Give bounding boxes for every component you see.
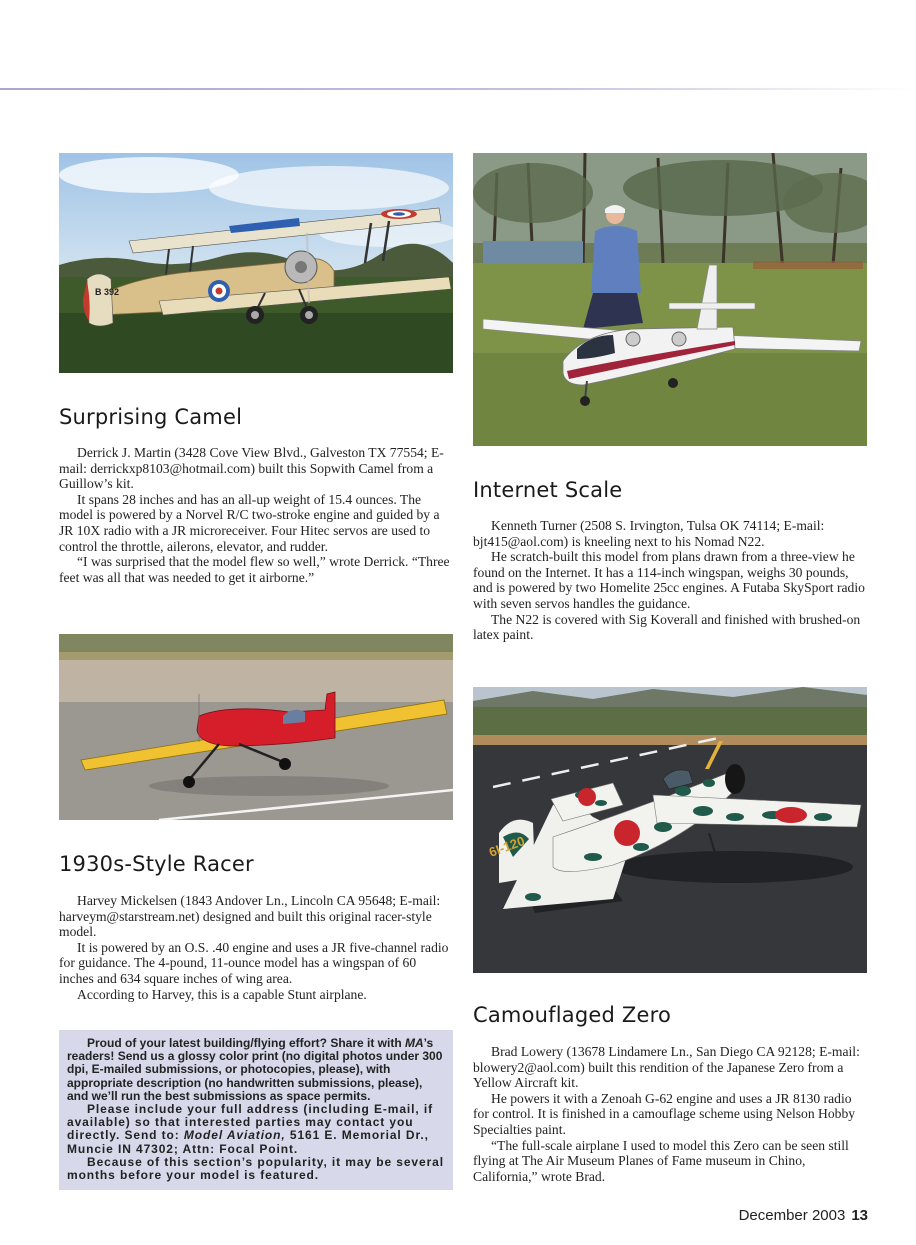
zero-paragraph-2: He powers it with a Zenoah G-62 engine and uses a JR 8130 radio for control. It is finished in a camouflage scheme using Nelson Hobby Specialties paint.	[473, 1090, 856, 1137]
internet-paragraph-1: Kenneth Turner (2508 S. Irvington, Tulsa OK 74114; E-mail: bjt415@aol.com) is kneeling next to his Nomad N22.	[473, 518, 825, 549]
racer-paragraph-2: It is powered by an O.S. .40 engine and uses a JR five-channel radio for guidance. The 4-pound, 11-ounce model has a wingspan of 60 inches and 634 square inches of wing area.	[59, 939, 449, 986]
racer-headline: 1930s-Style Racer	[59, 852, 254, 876]
zero-tail-code: 6I-120	[486, 833, 527, 860]
magazine-name: Model Aviation,	[183, 1128, 286, 1143]
page-number: 13	[851, 1207, 868, 1224]
internet-body	[473, 518, 867, 643]
racer-photo	[59, 634, 453, 820]
submission-paragraph-2: Please include your full address (including E-mail, if available) so that interested parties may contact you directly. Send to: Model Aviation, 5161 E. Memorial Dr., Muncie IN 47302; Attn: Focal Point.	[67, 1102, 433, 1156]
racer-body	[59, 893, 453, 1002]
page-footer	[739, 1207, 868, 1224]
zero-photo	[473, 687, 867, 973]
camel-paragraph-3: “I was surprised that the model flew so well,” wrote Derrick. “Three feet was all that was needed to get it airborne.”	[59, 554, 450, 585]
zero-headline: Camouflaged Zero	[473, 1003, 672, 1027]
internet-paragraph-3: The N22 is covered with Sig Koverall and finished with brushed-on latex paint.	[473, 611, 861, 643]
magazine-abbrev: MA	[405, 1036, 424, 1050]
submission-paragraph-1: Proud of your latest building/flying effort? Share it with MA’s readers! Send us a glossy color print (no digital photos under 300 dpi, E-mailed submissions, or photocopies, please), with appropriate description (no handwritten submissions, please), and we’ll run the best submissions as space permits.	[67, 1036, 443, 1103]
zero-paragraph-1: Brad Lowery (13678 Lindamere Ln., San Diego CA 92128; E-mail: blowery2@aol.com) built this rendition of the Japanese Zero from a Yellow Aircraft kit.	[473, 1044, 860, 1091]
internet-paragraph-2: He scratch-built this model from plans drawn from a three-view he found on the Internet. It has a 114-inch wingspan, weighs 30 pounds, and is powered by two Homelite 25cc engines. A Futaba SkySport radio with seven servos handles the guidance.	[473, 549, 865, 611]
submission-box	[59, 1030, 453, 1190]
camel-paragraph-2: It spans 28 inches and has an all-up weight of 15.4 ounces. The model is powered by a Norvel R/C two-stroke engine and guided by a JR 10X radio with a JR microreceiver. Four Hitec servos are used to control the throttle, ailerons, elevator, and rudder.	[59, 491, 440, 554]
camel-paragraph-1: Derrick J. Martin (3428 Cove View Blvd., Galveston TX 77554; E-mail: derrickxp8103@hotmail.com) built this Sopwith Camel from a Guillow’s kit.	[59, 445, 444, 492]
nomad-photo	[473, 153, 867, 446]
header-rule	[0, 88, 916, 90]
internet-headline: Internet Scale	[473, 478, 623, 502]
zero-paragraph-3: “The full-scale airplane I used to model this Zero can be seen still flying at The Air Museum Planes of Fame museum in Chino, California,” wrote Brad.	[473, 1137, 849, 1184]
camel-photo	[59, 153, 453, 373]
camel-body	[59, 445, 453, 585]
camel-tail-code: B 392	[95, 287, 120, 297]
racer-paragraph-1: Harvey Mickelsen (1843 Andover Ln., Lincoln CA 95648; E-mail: harveym@starstream.net) designed and built this original racer-style model.	[59, 893, 441, 940]
submission-paragraph-3: Because of this section’s popularity, it may be several months before your model is featured.	[67, 1154, 444, 1183]
camel-headline: Surprising Camel	[59, 405, 243, 429]
issue-date: December 2003	[738, 1207, 846, 1224]
zero-body	[473, 1044, 867, 1184]
racer-paragraph-3: According to Harvey, this is a capable Stunt airplane.	[77, 986, 367, 1002]
